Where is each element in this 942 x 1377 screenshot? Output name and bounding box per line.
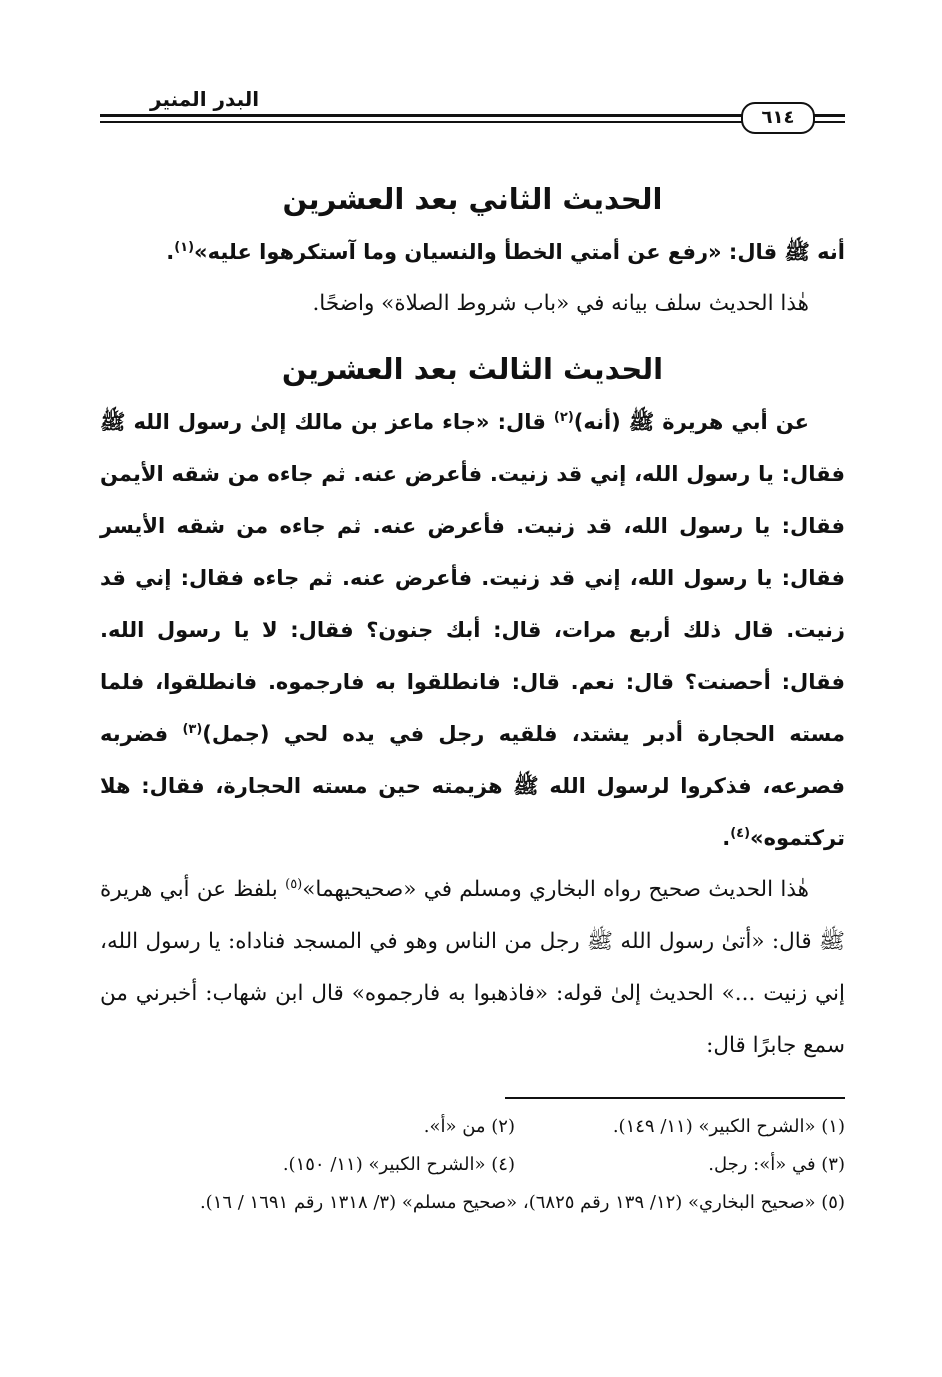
hadith-22-commentary: هٰذا الحديث سلف بيانه في «باب شروط الصلاة» واضحًا. [312, 291, 809, 316]
hadith-22-end: . [166, 240, 175, 264]
footnote-row [100, 1146, 845, 1184]
footnote-ref-4: (٤) [730, 826, 751, 841]
header-rule-top [100, 114, 845, 117]
footnote-ref-5: (٥) [285, 876, 303, 892]
header-rule-bottom [100, 121, 845, 123]
main-text [100, 172, 845, 1072]
footnote-ref-1: (١) [174, 240, 195, 255]
hadith-23-part-c: فضربه فصرعه، فذكروا لرسول الله ﷺ هزيمته حين مسته الحجارة، فقال: هلا تركتموه» [100, 722, 845, 850]
footnote-separator [505, 1097, 845, 1099]
page-header [100, 86, 845, 136]
hadith-22-body: أنه ﷺ قال: «رفع عن أمتي الخطأ والنسيان وما آستكرهوا عليه» [194, 240, 845, 264]
footnote-1: (١) «الشرح الكبير» (١١/ ١٤٩). [612, 1116, 845, 1137]
footnote-ref-3: (٣) [182, 722, 203, 737]
hadith-23-end: . [722, 826, 731, 850]
section-heading-22: الحديث الثاني بعد العشرين [282, 182, 663, 216]
hadith-23-commentary [100, 864, 845, 1072]
footnote-2: (٢) من «أ». [423, 1116, 515, 1137]
footnote-5: (٥) «صحيح البخاري» (١٢/ ١٣٩ رقم ٦٨٢٥)، «صحيح مسلم» (٣/ ١٣١٨ رقم ١٦٩١ / ١٦). [199, 1192, 845, 1213]
footnote-3: (٣) في «أ»: رجل. [708, 1154, 845, 1175]
footnote-4: (٤) «الشرح الكبير» (١١/ ١٥٠). [282, 1154, 515, 1175]
hadith-23-text [100, 396, 845, 864]
hadith-22-text [100, 226, 845, 278]
footnote-row [100, 1108, 845, 1146]
book-title: البدر المنير [140, 86, 269, 112]
page-number: ٦١٤ [741, 102, 815, 134]
footnote-ref-2: (٢) [553, 410, 574, 425]
section-gap [100, 330, 845, 342]
section-heading-23: الحديث الثالث بعد العشرين [281, 352, 664, 386]
commentary-part-b: بلفظ عن أبي هريرة ﷺ قال: «أتىٰ رسول الله ﷺ رجل من الناس وهو في المسجد فناداه: يا رسول الله، إني زنيت ...» الحديث إلىٰ قوله: «فاذهبوا به فارجموه» قال ابن شهاب: أخبرني من سمع جابرًا قال: [100, 877, 845, 1058]
hadith-23-part-a: عن أبي هريرة ﷺ (أنه) [573, 410, 810, 434]
commentary-part-a: هٰذا الحديث صحيح رواه البخاري ومسلم في «صحيحيهما» [302, 877, 809, 902]
footnotes [100, 1108, 845, 1222]
hadith-23-part-b: قال: «جاء ماعز بن مالك إلىٰ رسول الله ﷺ فقال: يا رسول الله، إني قد زنيت. فأعرض عنه. ثم جاءه من شقه الأيمن فقال: يا رسول الله، قد زنيت. فأعرض عنه. ثم جاءه من شقه الأيسر فقال: يا رسول الله، إني قد زنيت. فأعرض عنه. ثم جاءه فقال: إني قد زنيت. قال ذلك أربع مرات، قال: أبك جنون؟ فقال: لا يا رسول الله. فقال: أحصنت؟ قال: نعم. قال: فانطلقوا به فارجموه. فانطلقوا، فلما مسته الحجارة أدبر يشتد، فلقيه رجل في يده لحي (جمل) [100, 410, 845, 746]
